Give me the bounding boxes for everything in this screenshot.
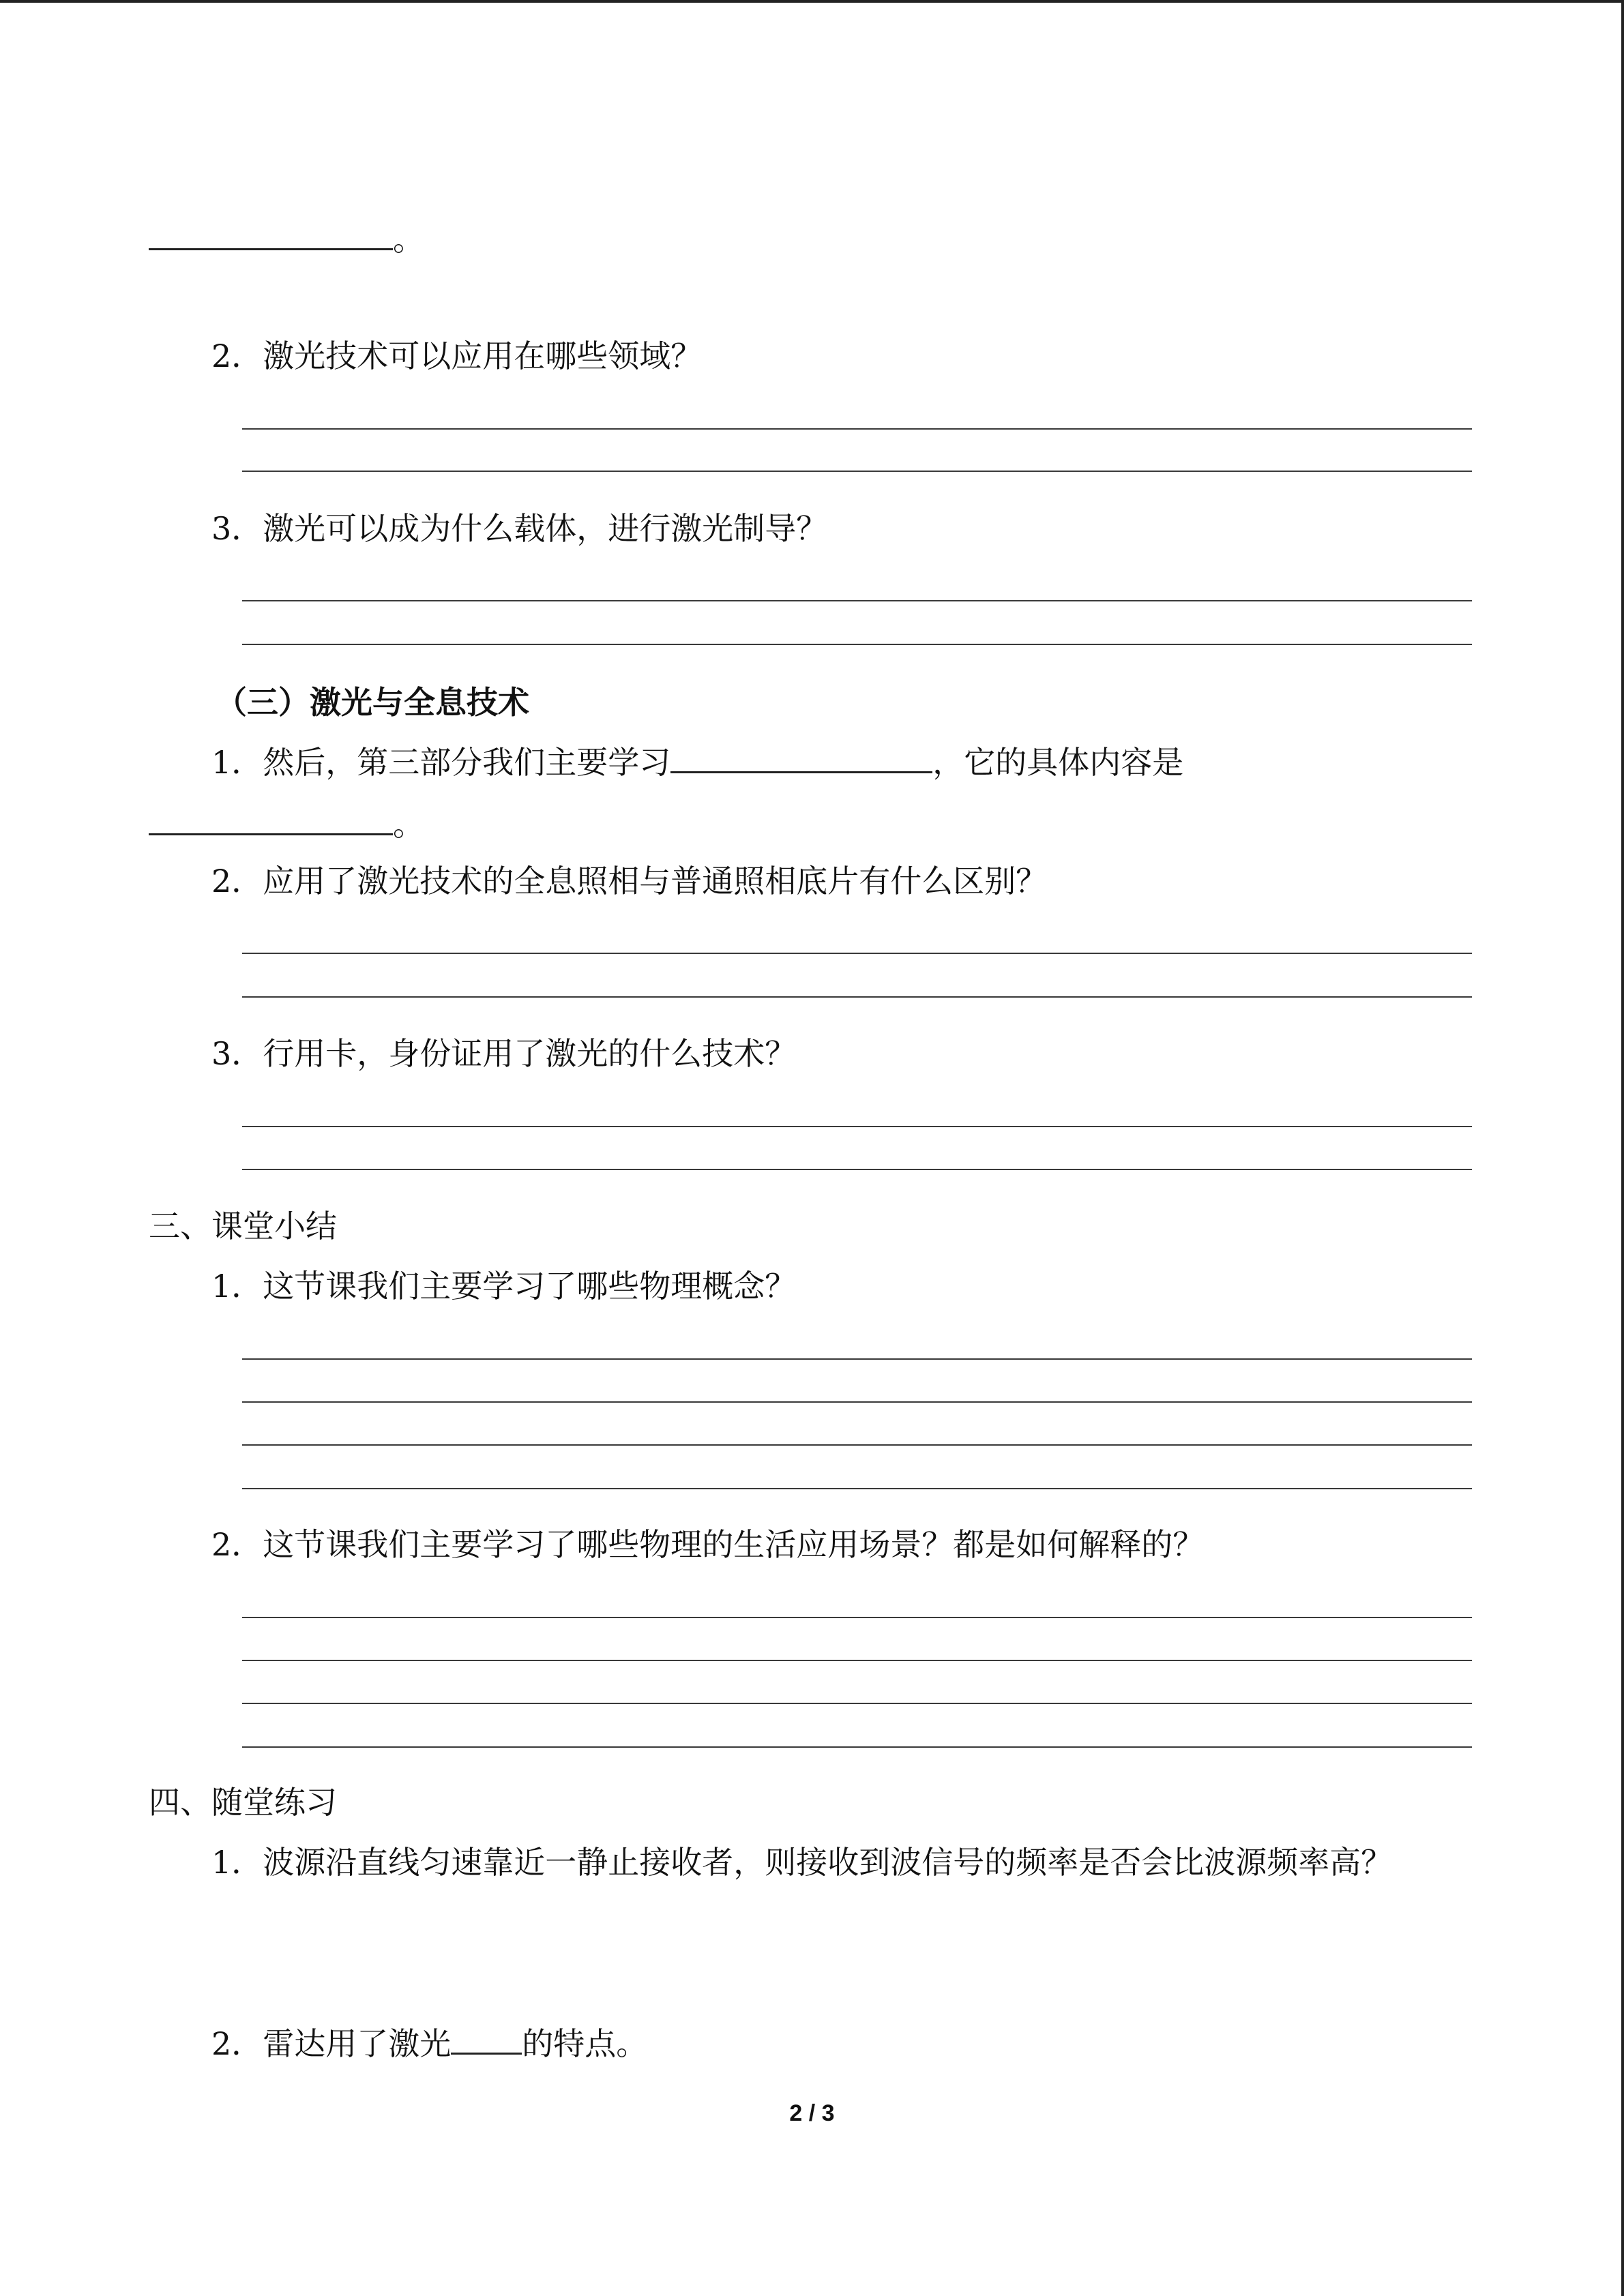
answer-line[interactable]: [242, 471, 1472, 472]
section-title-summary: 三、课堂小结: [149, 1208, 337, 1244]
answer-line[interactable]: [242, 1660, 1472, 1661]
answer-line[interactable]: [242, 600, 1472, 601]
question-laser-applications: 2．激光技术可以应用在哪些领域？: [211, 338, 703, 374]
blank-terminator: 。: [393, 221, 424, 258]
answer-line[interactable]: [242, 1488, 1472, 1489]
answer-line[interactable]: [242, 953, 1472, 954]
section-title-practice: 四、随堂练习: [149, 1784, 337, 1821]
answer-line[interactable]: [242, 644, 1472, 645]
answer-blank[interactable]: [149, 218, 393, 250]
question-text-suffix: ，它的具体内容是: [932, 744, 1184, 781]
question-text-prefix: 1．然后，第三部分我们主要学习: [211, 744, 671, 781]
question-summary-concepts: 1．这节课我们主要学习了哪些物理概念？: [211, 1268, 797, 1304]
question-doppler-frequency: 1．波源沿直线匀速靠近一静止接收者，则接收到波信号的频率是否会比波源频率高？: [211, 1844, 1393, 1881]
answer-line[interactable]: [242, 1126, 1472, 1127]
answer-line[interactable]: [242, 1617, 1472, 1618]
answer-line[interactable]: [242, 996, 1472, 998]
question-summary-applications: 2．这节课我们主要学习了哪些物理的生活应用场景？都是如何解释的？: [211, 1526, 1205, 1563]
blank-terminator: 。: [393, 806, 424, 843]
section-title-holography: （三）激光与全息技术: [216, 684, 529, 721]
question-radar-laser: [211, 2023, 647, 2064]
carryover-answer-line: [149, 218, 424, 260]
answer-line[interactable]: [242, 1169, 1472, 1170]
question-holography-difference: 2．应用了激光技术的全息照相与普通照相底片有什么区别？: [211, 863, 1048, 899]
answer-blank[interactable]: [149, 803, 393, 835]
answer-blank[interactable]: [670, 741, 932, 773]
answer-line[interactable]: [242, 1703, 1472, 1704]
question-text-suffix: 的特点。: [522, 2025, 648, 2062]
page-border-right: [1621, 0, 1624, 2296]
answer-line[interactable]: [242, 428, 1472, 430]
page-number: 2 / 3: [789, 2100, 835, 2126]
page-border-top: [0, 0, 1624, 3]
continuation-answer-line: [149, 803, 424, 845]
question-card-technology: 3．行用卡，身份证用了激光的什么技术？: [211, 1035, 797, 1072]
answer-blank[interactable]: [451, 2023, 522, 2055]
answer-line[interactable]: [242, 1746, 1472, 1748]
answer-line[interactable]: [242, 1444, 1472, 1446]
question-text-prefix: 2．雷达用了激光: [211, 2025, 452, 2062]
question-laser-guidance: 3．激光可以成为什么载体，进行激光制导？: [211, 510, 828, 547]
answer-line[interactable]: [242, 1401, 1472, 1403]
question-section3-content: [211, 741, 1183, 783]
answer-line[interactable]: [242, 1358, 1472, 1360]
